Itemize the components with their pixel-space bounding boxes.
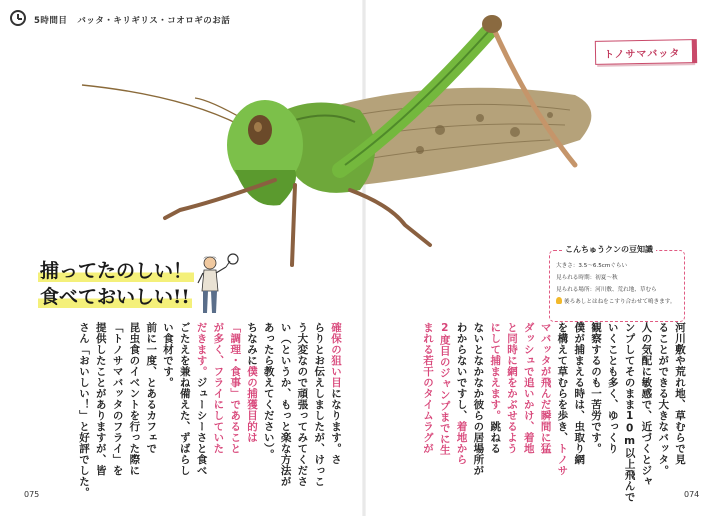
- highlighted-phrase: 僕の捕獲目的は: [246, 366, 258, 443]
- text-segment: あったら教えてください）。: [262, 322, 275, 460]
- trivia-box: [549, 245, 685, 322]
- highlighted-phrase: ダッシュで追いかけ、着地: [522, 322, 535, 454]
- text-column: [622, 322, 636, 503]
- author-illustration: [196, 253, 240, 319]
- text-column: [521, 322, 535, 454]
- text-segment: いくことも多く、ゆっくり: [606, 322, 619, 454]
- text-segment: 観察するのも一苦労です。: [590, 322, 602, 454]
- subject-label: バッタ・キリギリス・コオロギのお話: [77, 16, 231, 26]
- headline-line-2: 食べておいしい!!: [40, 286, 190, 308]
- text-column: [143, 322, 157, 454]
- trivia-title: こんちゅうクンの豆知識: [562, 244, 656, 255]
- text-segment: い食材です。: [162, 322, 174, 388]
- grasshopper-photo: [60, 0, 640, 290]
- text-segment: 人の気配に敏感で、近づくとジャ: [640, 322, 653, 487]
- text-column: [311, 322, 325, 487]
- text-column: [227, 322, 241, 454]
- clock-icon: [10, 10, 26, 26]
- page-number-right: 074: [684, 490, 700, 499]
- text-column: [278, 322, 292, 487]
- highlighted-phrase: と同時に網をかぶせるよう: [506, 322, 518, 454]
- text-segment: 提供したことがありますが、皆: [94, 322, 107, 476]
- text-segment: 前に一度、とあるカフェで: [145, 322, 158, 454]
- highlighted-phrase: トノサ: [556, 443, 569, 476]
- text-column: [261, 322, 275, 460]
- text-column: [126, 322, 140, 476]
- trivia-tip-text: 後ろあしとはねをこすり合わせて鳴きます。: [564, 299, 676, 305]
- period-label: 5時間目: [34, 16, 68, 26]
- text-segment: ることができる大きなバッタ。: [657, 322, 670, 476]
- text-segment: わからないですし、: [455, 322, 468, 421]
- text-segment: う大変なので頑張ってみてくださ: [296, 322, 309, 487]
- text-segment: さん「おいしい！」と好評でした。: [78, 322, 90, 498]
- text-segment: ないとなかなか彼らの居場所が: [472, 322, 485, 476]
- text-segment: ンプしてそのまま10m以上飛んで: [623, 322, 636, 503]
- text-segment: ちなみに: [246, 322, 258, 366]
- text-segment: らりとお伝えしましたが、けっこ: [313, 322, 326, 487]
- text-column: [244, 322, 258, 443]
- highlighted-phrase: が多く、フライにしていた: [212, 322, 225, 454]
- text-column: [294, 322, 308, 487]
- text-segment: 跳ねる: [489, 421, 502, 454]
- headline-line-1: 捕ってたのしい！: [40, 260, 193, 282]
- text-segment: になります。さ: [330, 388, 342, 465]
- text-column: [638, 322, 652, 487]
- page-number-left: 075: [24, 490, 40, 499]
- lightbulb-icon: [556, 297, 562, 304]
- trivia-place: 見られる場所：河川敷、荒れ地、草むら: [556, 287, 657, 293]
- text-column: [93, 322, 107, 476]
- trivia-tip: [556, 297, 678, 307]
- text-column: [554, 322, 568, 476]
- text-segment: ごたえを兼ね備えた、ずばらし: [178, 322, 191, 476]
- tag-accent: [692, 39, 697, 63]
- text-column: [571, 322, 585, 465]
- trivia-size: 大きさ：3.5～6.5cmぐらい: [556, 263, 628, 269]
- text-column: [437, 322, 451, 456]
- text-column: [210, 322, 224, 454]
- species-name: トノサマバッタ: [603, 48, 681, 61]
- text-column: [470, 322, 484, 476]
- text-column: [76, 322, 90, 498]
- text-column: [655, 322, 669, 476]
- text-segment: ジューシーさと食べ: [195, 377, 208, 476]
- headline: [38, 258, 194, 310]
- text-column: [328, 322, 342, 465]
- highlighted-phrase: 確保の狙い目: [330, 322, 342, 388]
- highlighted-phrase: マバッタが飛んだ瞬間に猛: [539, 322, 552, 454]
- text-column: [420, 322, 434, 454]
- text-segment: 河川敷や荒れ地、草むらで見: [674, 322, 686, 465]
- text-column: [454, 322, 468, 465]
- text-column: [177, 322, 191, 476]
- text-segment: を構えて草むらを歩き、: [556, 322, 569, 443]
- trivia-season: 見られる時期：初夏～秋: [556, 275, 618, 281]
- text-column: [605, 322, 619, 454]
- highlighted-phrase: まれる若干のタイムラグが: [422, 322, 434, 454]
- text-segment: い（というか、もっと楽な方法が: [279, 322, 292, 487]
- text-column: [194, 322, 208, 476]
- text-segment: 「トノサマバッタのフライ」を: [111, 322, 124, 476]
- highlighted-phrase: にして捕まえます。: [489, 322, 502, 421]
- highlighted-phrase: だきます。: [195, 322, 208, 377]
- text-column: [487, 322, 501, 454]
- highlighted-phrase: 「調理・食事」であること: [229, 322, 242, 454]
- text-segment: 僕が捕まえる時は、虫取り網: [573, 322, 586, 465]
- highlighted-phrase: 着地から: [455, 421, 468, 465]
- text-column: [110, 322, 124, 476]
- highlighted-phrase: 2度目のジャンプまでに生: [438, 322, 451, 456]
- text-column: [538, 322, 552, 454]
- text-segment: 昆虫食のイベントを行った際に: [128, 322, 141, 476]
- text-column: [160, 322, 174, 388]
- text-column: [672, 322, 686, 465]
- text-column: [504, 322, 518, 454]
- text-column: [588, 322, 602, 454]
